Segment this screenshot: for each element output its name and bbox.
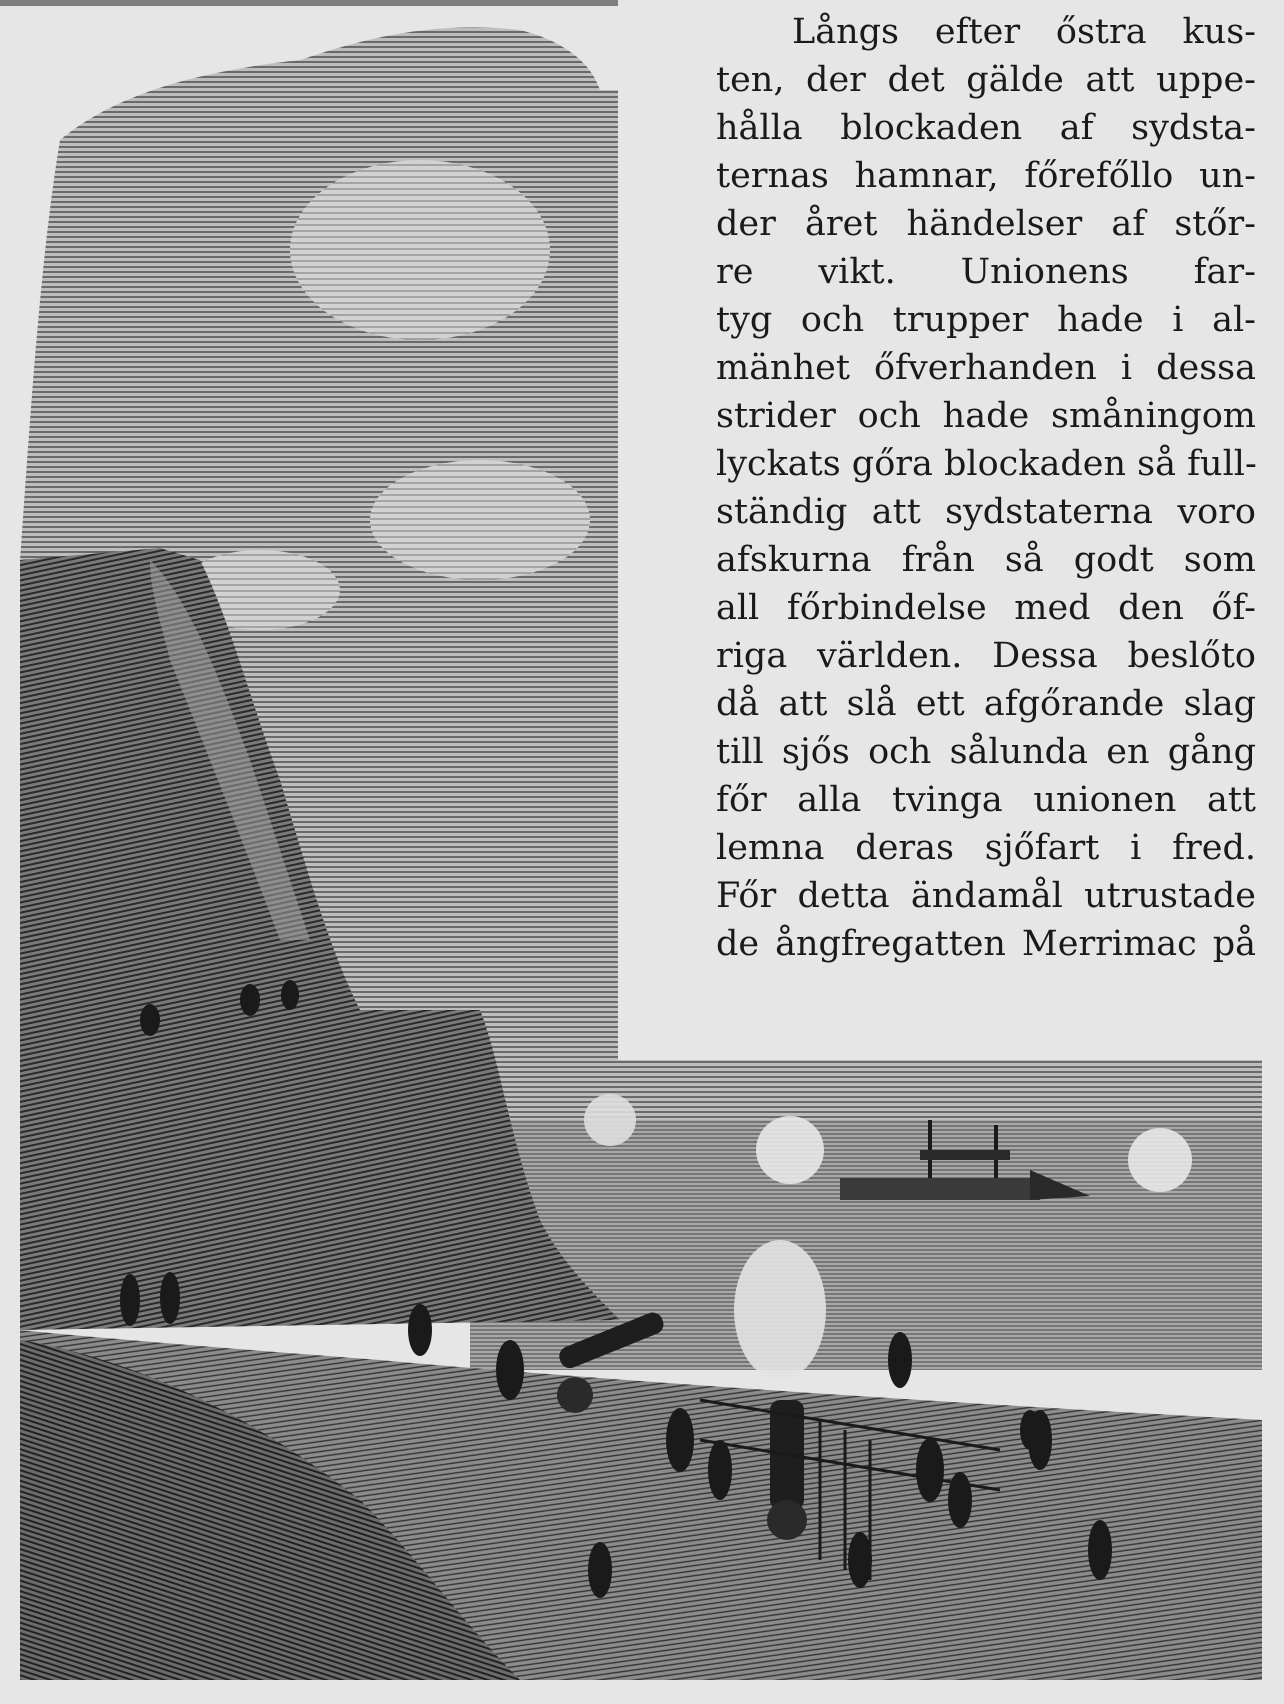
text-line: mänhet őfverhanden i dessa <box>716 348 1256 388</box>
cloud-light-1 <box>290 160 550 340</box>
text-line: afskurna från så godt som <box>716 540 1256 580</box>
smoke-puff-3 <box>584 1094 636 1146</box>
text-line: ten, der det gälde att uppe- <box>716 60 1256 100</box>
cannon-2 <box>767 1400 807 1540</box>
text-line: der året händelser af stőr- <box>716 204 1256 244</box>
smoke-puff-2 <box>1128 1128 1192 1192</box>
text-line: Långs efter őstra kus- <box>792 12 1256 52</box>
text-line: de ångfregatten Merrimac på <box>716 924 1256 964</box>
text-line: főr alla tvinga unionen att <box>716 780 1256 820</box>
text-line: lyckats gőra blockaden så full- <box>716 444 1257 484</box>
text-line: ständig att sydstaterna voro <box>716 492 1256 532</box>
text-line: ternas hamnar, főrefőllo un- <box>716 156 1256 196</box>
text-line: då att slå ett afgőrande slag <box>716 684 1256 724</box>
text-line: till sjős och sålunda en gång <box>716 732 1256 772</box>
smoke-cannon <box>734 1240 826 1380</box>
cloud-light-3 <box>370 460 590 580</box>
text-line: riga världen. Dessa beslőto <box>716 636 1256 676</box>
text-line: all főrbindelse med den őf- <box>716 588 1256 628</box>
text-line: lemna deras sjőfart i fred. <box>716 828 1256 868</box>
text-line: Főr detta ändamål utrustade <box>716 876 1256 916</box>
article-text <box>716 8 1256 968</box>
text-line: tyg och trupper hade i al- <box>716 300 1256 340</box>
text-line: hålla blockaden af sydsta- <box>716 108 1256 148</box>
text-line: strider och hade småningom <box>716 396 1256 436</box>
smoke-puff-1 <box>756 1116 824 1184</box>
text-line: re vikt. Unionens far- <box>716 252 1256 292</box>
